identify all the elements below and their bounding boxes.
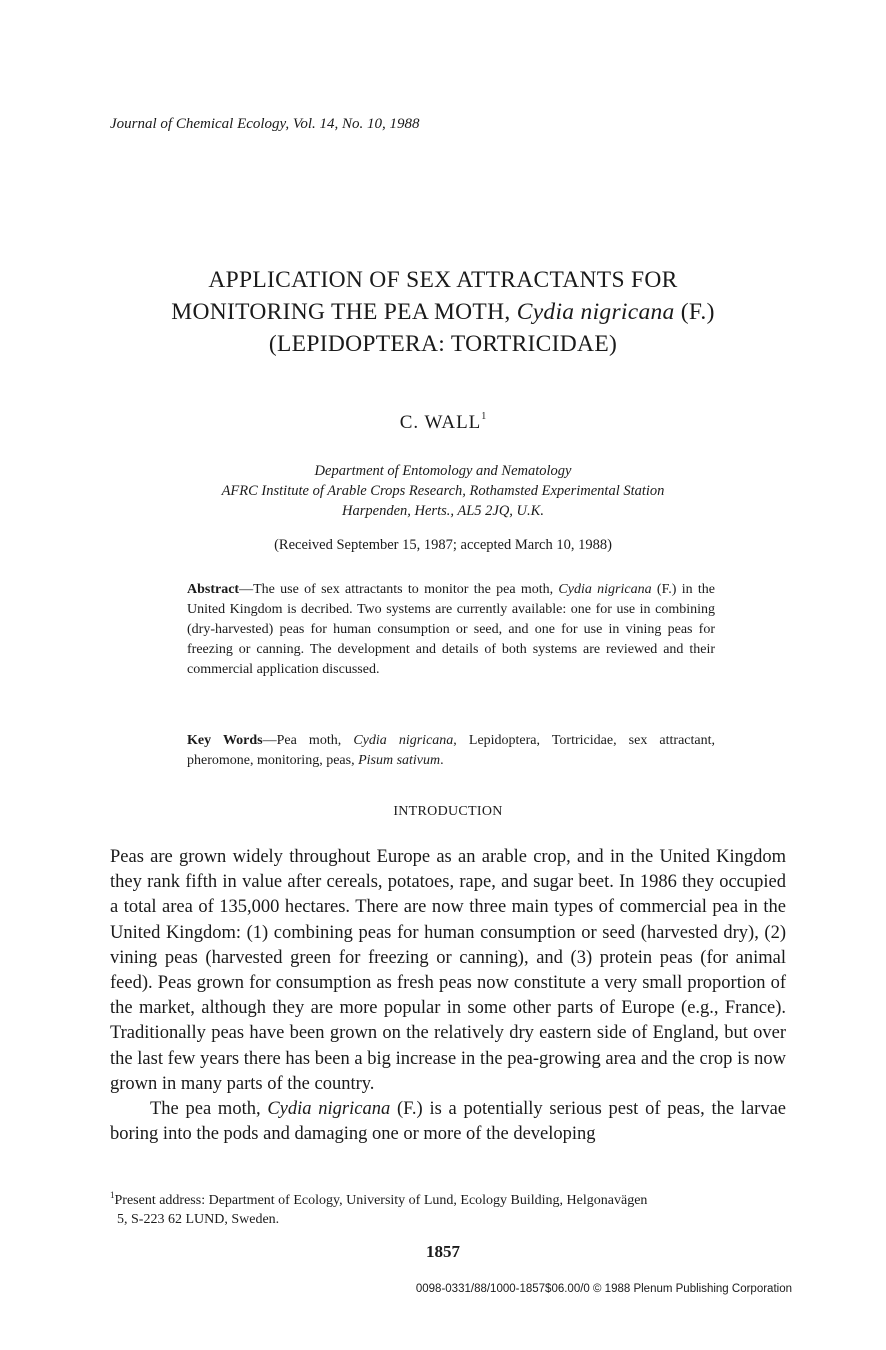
title-species: Cydia nigricana xyxy=(516,299,675,325)
author xyxy=(0,411,886,434)
page-number: 1857 xyxy=(426,1242,460,1261)
keywords-label: Key Words xyxy=(187,733,263,748)
affiliation-line-3: Harpenden, Herts., AL5 2JQ, U.K. xyxy=(342,503,544,519)
copyright-line: 0098-0331/88/1000-1857$06.00/0 © 1988 Plenum Publishing Corporation xyxy=(415,1283,792,1295)
keywords-text-1: —Pea moth, xyxy=(262,733,354,748)
footnote-mark: 1 xyxy=(110,1190,115,1200)
abstract-text-1: —The use of sex attractants to monitor the pea moth, xyxy=(239,582,559,597)
introduction-body xyxy=(110,845,786,1147)
affiliation-line-2: AFRC Institute of Arable Crops Research, Rothamsted Experimental Station xyxy=(221,483,665,499)
title-line-2 xyxy=(0,296,886,328)
footnote-line-2: 5, S-223 62 LUND, Sweden. xyxy=(117,1212,280,1227)
footnote-text-1: Present address: Department of Ecology, University of Lund, Ecology Building, Helgonavägen xyxy=(114,1193,648,1208)
intro-paragraph-2 xyxy=(110,1097,786,1147)
intro-paragraph-2-prefix: The pea moth, xyxy=(150,1099,268,1120)
keywords-plant: Pisum sativum xyxy=(358,753,441,768)
keywords-text-3: . xyxy=(440,753,444,768)
abstract-text-2: (F.) in the United Kingdom is decribed. Two systems are currently available: one for use in combining (dry-harvested) peas for human consumption or seed, and one for use in vining peas for freezing or canning. The development and details of both systems are reviewed and their commercial application discussed. xyxy=(187,582,715,677)
abstract-species: Cydia nigricana xyxy=(558,582,652,597)
keywords-text-2: , Lepidoptera, Tortricidae, sex attractant, pheromone, monitoring, peas, xyxy=(187,733,715,768)
key-words xyxy=(187,731,715,771)
journal-citation: Journal of Chemical Ecology, Vol. 14, No. 10, 1988 xyxy=(110,116,420,132)
affiliation xyxy=(0,461,886,521)
article-title xyxy=(0,264,886,360)
section-heading: INTRODUCTION xyxy=(393,804,503,819)
abstract xyxy=(187,580,715,680)
title-line-1: APPLICATION OF SEX ATTRACTANTS FOR xyxy=(208,267,678,293)
title-line-2-prefix: MONITORING THE PEA MOTH, xyxy=(171,299,517,325)
author-name: C. WALL xyxy=(399,412,482,433)
intro-paragraph-2-rest: (F.) is a potentially serious pest of peas, the larvae boring into the pods and damaging one or more of the developing xyxy=(110,1099,786,1145)
title-line-2-suffix: (F.) xyxy=(674,299,715,325)
footnote xyxy=(110,1186,786,1229)
affiliation-line-1: Department of Entomology and Nematology xyxy=(314,463,572,479)
intro-paragraph-1: Peas are grown widely throughout Europe as an arable crop, and in the United Kingdom they rank fifth in value after cereals, potatoes, rape, and sugar beet. In 1986 they occupied a total area of 135,000 hectares. There are now three main types of commercial pea in the United Kingdom: (1) combining peas for human consumption or seed (harvested dry), (2) vining peas (harvested green for freezing or canning), and (3) protein peas (for animal feed). Peas grown for consumption as fresh peas now constitute a very small proportion of the market, although they are more popular in some other parts of Europe (e.g., France). Traditionally peas have been grown on the relatively dry eastern side of England, but over the last few years there has been a big increase in the pea-growing area and the crop is now grown in many parts of the country. xyxy=(110,847,786,1094)
received-dates: (Received September 15, 1987; accepted March 10, 1988) xyxy=(274,537,612,553)
keywords-species: Cydia nigricana xyxy=(353,733,454,748)
author-footnote-mark: 1 xyxy=(481,411,487,422)
title-line-3: (LEPIDOPTERA: TORTRICIDAE) xyxy=(268,331,618,357)
abstract-label: Abstract xyxy=(187,582,240,597)
intro-paragraph-2-species: Cydia nigricana xyxy=(267,1099,391,1120)
footnote-line-1 xyxy=(110,1186,786,1210)
